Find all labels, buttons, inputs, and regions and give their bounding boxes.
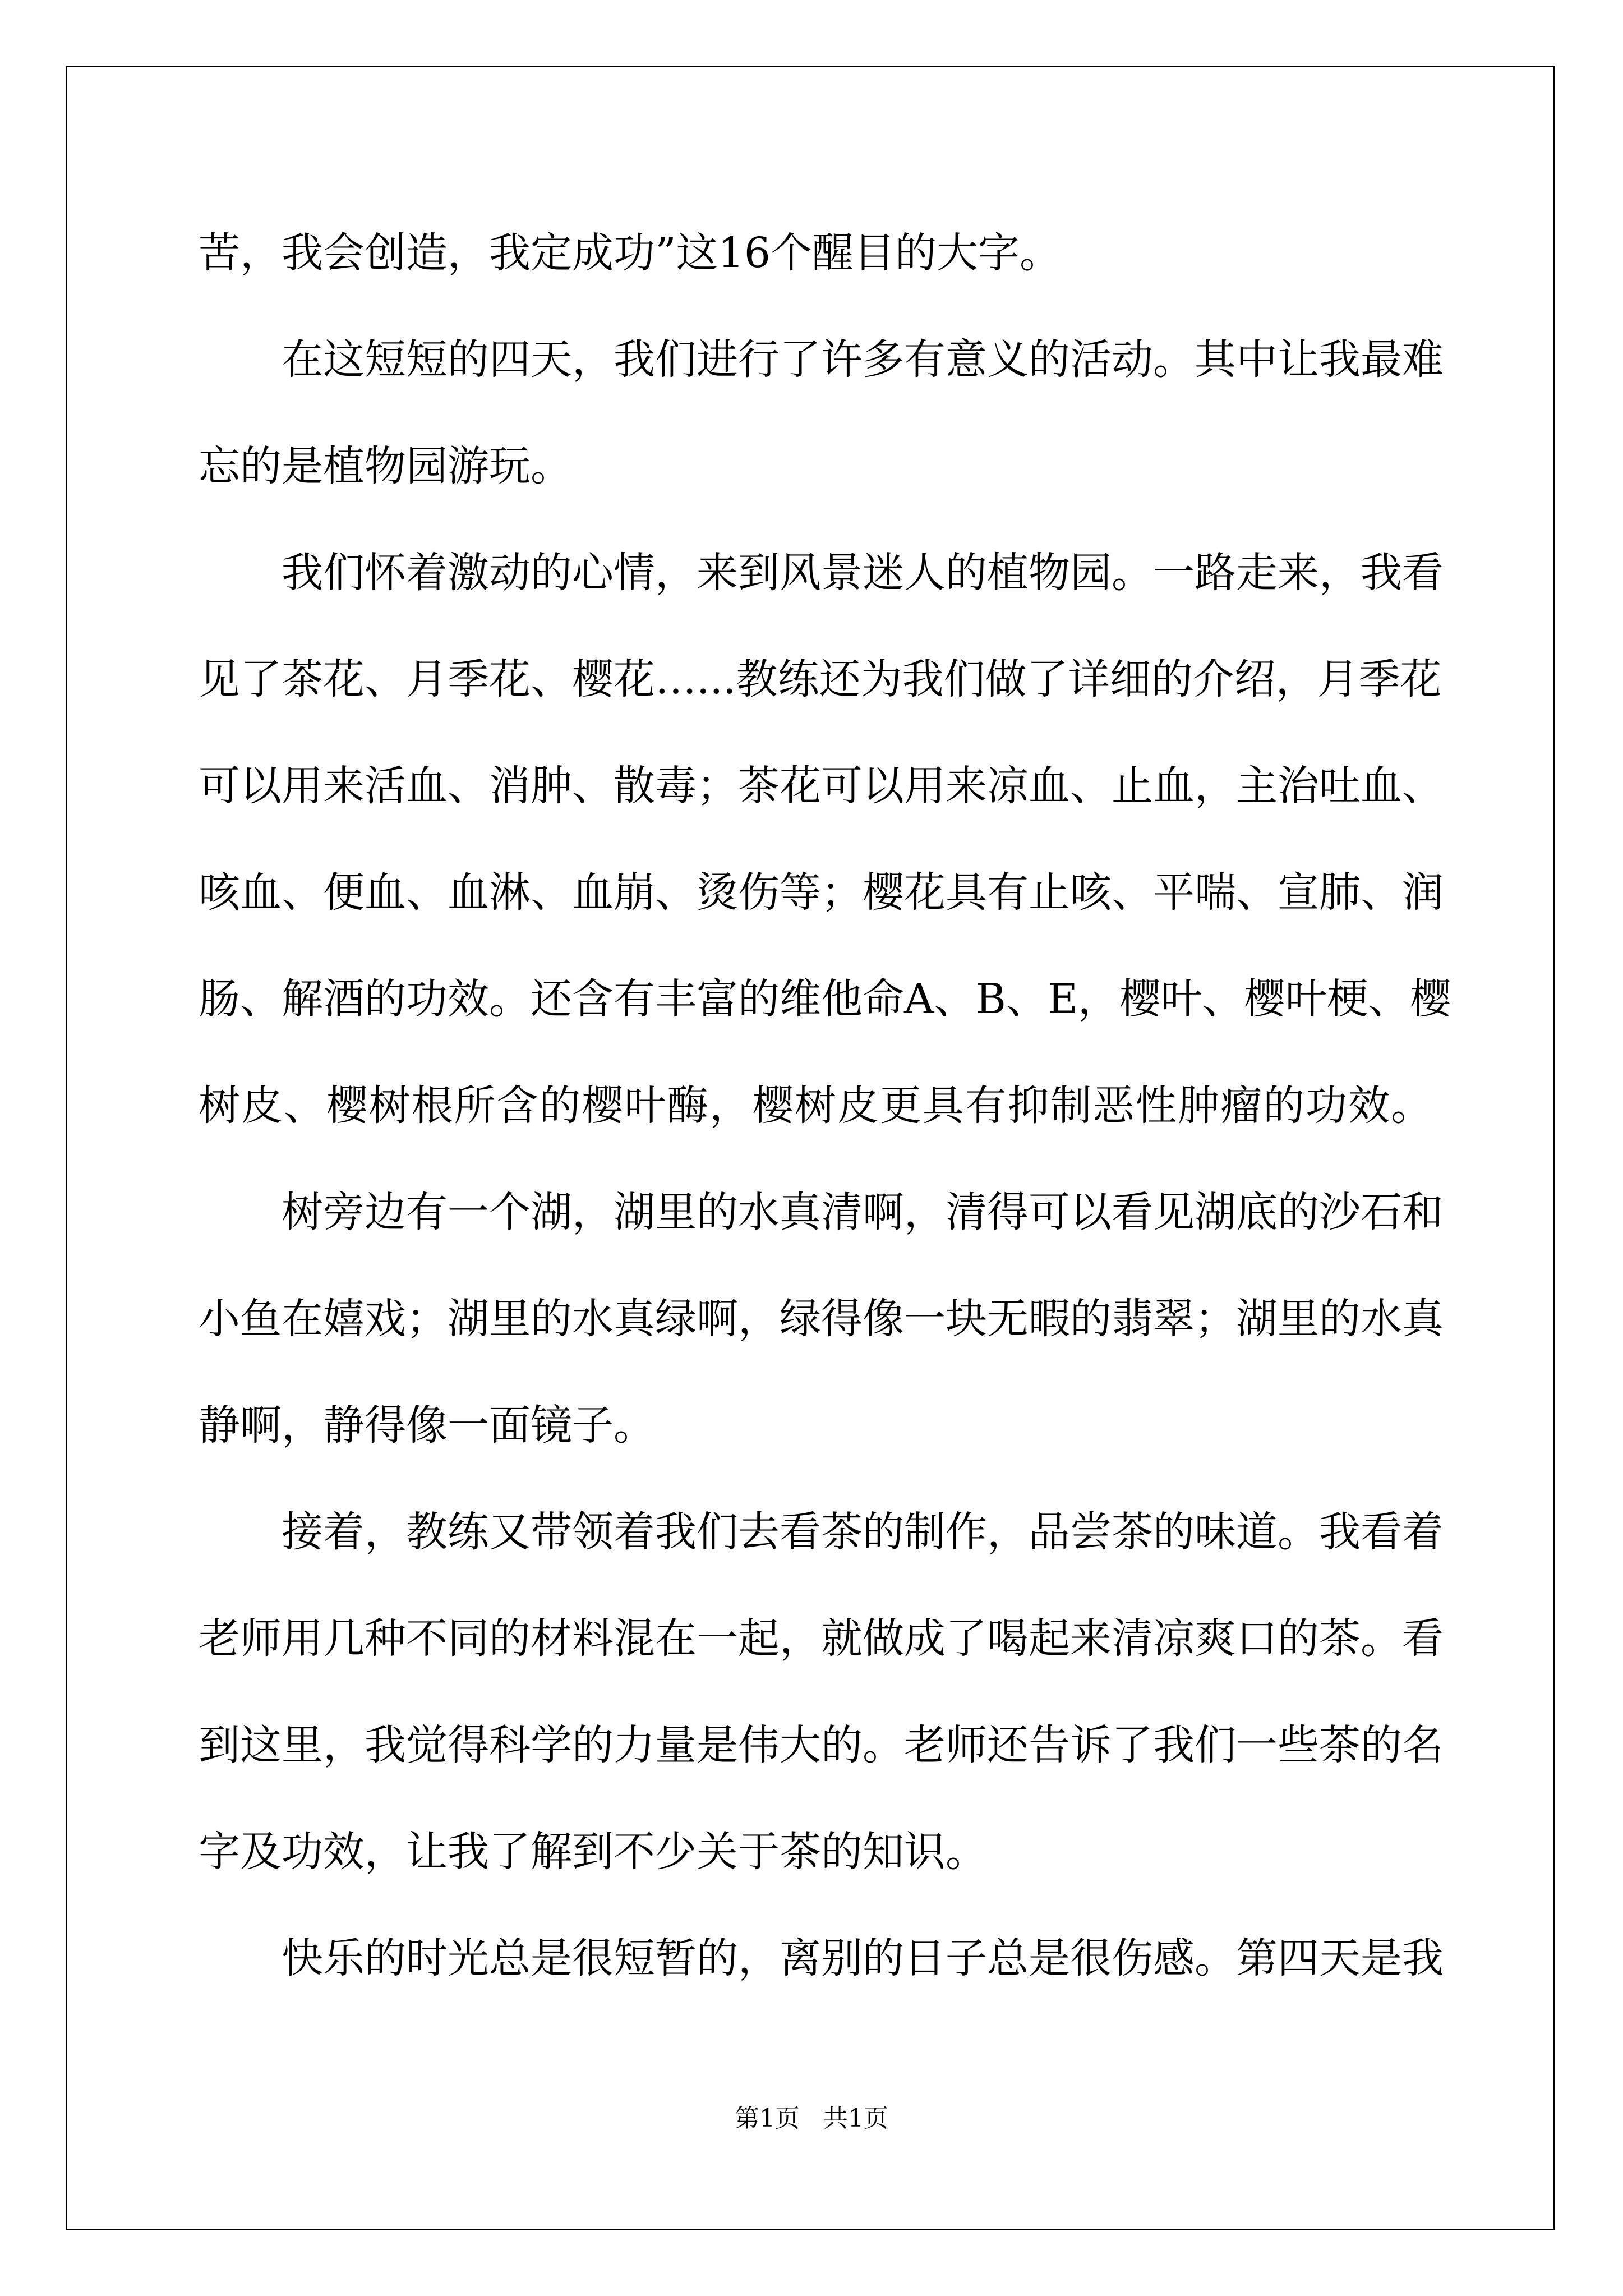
text-line: 忘的是植物园游玩。 [199,442,572,490]
text-line: 可以用来活血、消肿、散毒；茶花可以用来凉血、止血，主治吐血、 [199,762,1444,810]
text-line: 到这里，我觉得科学的力量是伟大的。老师还告诉了我们一些茶的名 [199,1721,1444,1769]
text-line: 树旁边有一个湖，湖里的水真清啊，清得可以看见湖底的沙石和 [282,1188,1444,1236]
page-footer: 第1页 共1页 [735,2104,888,2133]
text-line: 老师用几种不同的材料混在一起，就做成了喝起来清凉爽口的茶。看 [199,1614,1444,1663]
text-line: 静啊，静得像一面镜子。 [199,1401,655,1450]
text-line: 我们怀着激动的心情，来到风景迷人的植物园。一路走来，我看 [282,549,1444,597]
text-line: 见了茶花、月季花、樱花…...教练还为我们做了详细的介绍，月季花 [199,655,1442,703]
text-line: 咳血、便血、血淋、血崩、烫伤等；樱花具有止咳、平喘、宣肺、润 [199,868,1444,917]
text-line: 快乐的时光总是很短暂的，离别的日子总是很伤感。第四天是我 [282,1934,1444,1982]
text-line: 在这短短的四天，我们进行了许多有意义的活动。其中让我最难 [282,335,1444,384]
text-line: 肠、解酒的功效。还含有丰富的维他命A、B、E，樱叶、樱叶梗、樱 [199,975,1451,1023]
text-line: 小鱼在嬉戏；湖里的水真绿啊，绿得像一块无暇的翡翠；湖里的水真 [199,1295,1444,1343]
text-line: 苦，我会创造，我定成功”这16个醒目的大字。 [199,229,1061,277]
text-line: 树皮、樱树根所含的樱叶酶，樱树皮更具有抑制恶性肿瘤的功效。 [199,1082,1432,1130]
text-line: 接着，教练又带领着我们去看茶的制作，品尝茶的味道。我看着 [282,1508,1444,1556]
text-line: 字及功效，让我了解到不少关于茶的知识。 [199,1828,987,1876]
document-body [199,200,1451,2012]
